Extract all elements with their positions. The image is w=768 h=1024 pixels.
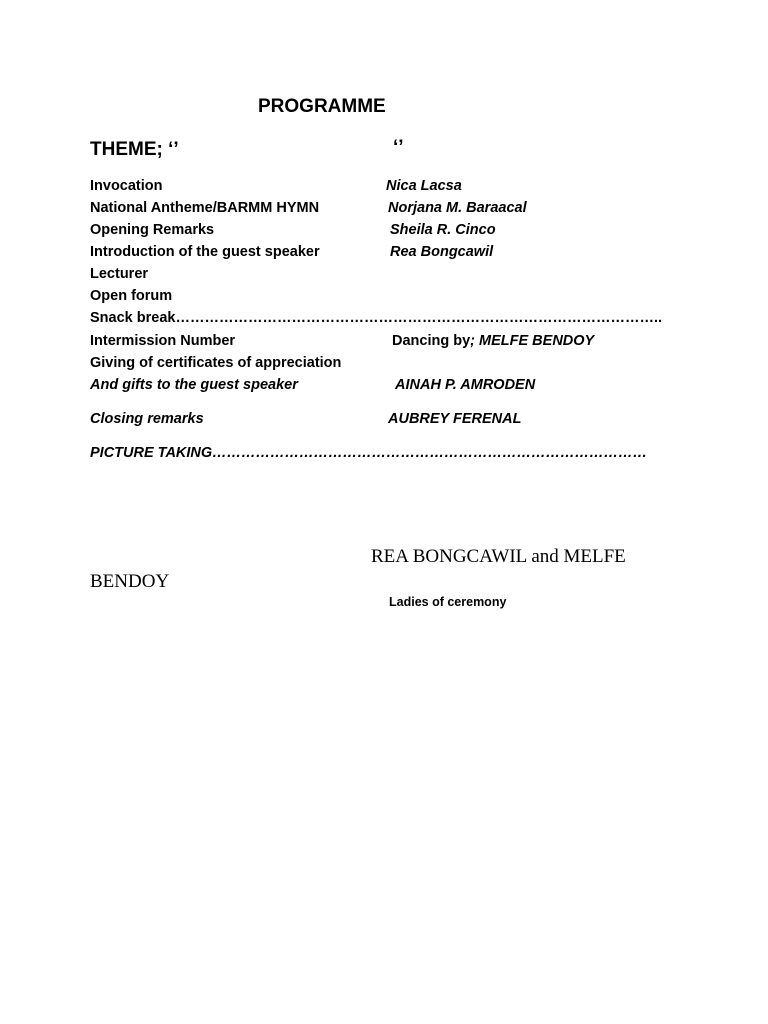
program-item: Opening Remarks	[90, 222, 215, 238]
program-item: PICTURE TAKING………………………………………………………………………………	[90, 445, 648, 461]
program-row-certificates	[90, 355, 690, 377]
program-row-closing-remarks	[90, 411, 690, 433]
program-row-anthem	[90, 200, 690, 222]
program-row-opening-remarks	[90, 222, 690, 244]
program-item: Closing remarks	[90, 411, 204, 427]
program-person: Rea Bongcawil	[390, 244, 494, 260]
program-person: Norjana M. Baraacal	[388, 200, 527, 216]
program-item: Giving of certificates of appreciation	[90, 355, 342, 371]
program-item: Open forum	[90, 288, 173, 304]
signature-names-line1: REA BONGCAWIL and MELFE	[371, 546, 626, 567]
program-item: Invocation	[90, 178, 163, 194]
program-item: And gifts to the guest speaker	[90, 377, 298, 393]
program-row-picture-taking	[90, 445, 648, 467]
program-person: Nica Lacsa	[386, 178, 462, 194]
program-person: AUBREY FERENAL	[388, 411, 522, 427]
program-row-introduction	[90, 244, 690, 266]
program-row-lecturer	[90, 266, 690, 288]
program-item: Intermission Number	[90, 333, 236, 349]
program-person: Sheila R. Cinco	[390, 222, 496, 238]
program-row-open-forum	[90, 288, 690, 310]
program-row-intermission	[90, 333, 690, 355]
program-row-snack-break	[90, 310, 662, 332]
page-title: PROGRAMME	[258, 96, 386, 117]
program-item: Introduction of the guest speaker	[90, 244, 320, 260]
program-person: AINAH P. AMRODEN	[395, 377, 536, 393]
theme-close-quote: ‘’	[393, 137, 404, 158]
program-row-gifts	[90, 377, 690, 399]
program-item: National Antheme/BARMM HYMN	[90, 200, 320, 216]
program-item: Lecturer	[90, 266, 149, 282]
program-person-name: ; MELFE BENDOY	[470, 333, 595, 349]
signature-names-line2: BENDOY	[90, 571, 170, 592]
program-person-prefix: Dancing by	[392, 333, 471, 349]
program-person	[392, 333, 594, 349]
program-row-invocation	[90, 178, 690, 200]
program-item: Snack break………………………………………………………………………………………..	[90, 310, 662, 326]
signature-role: Ladies of ceremony	[389, 595, 507, 609]
theme-label: THEME; ‘’	[90, 139, 179, 160]
